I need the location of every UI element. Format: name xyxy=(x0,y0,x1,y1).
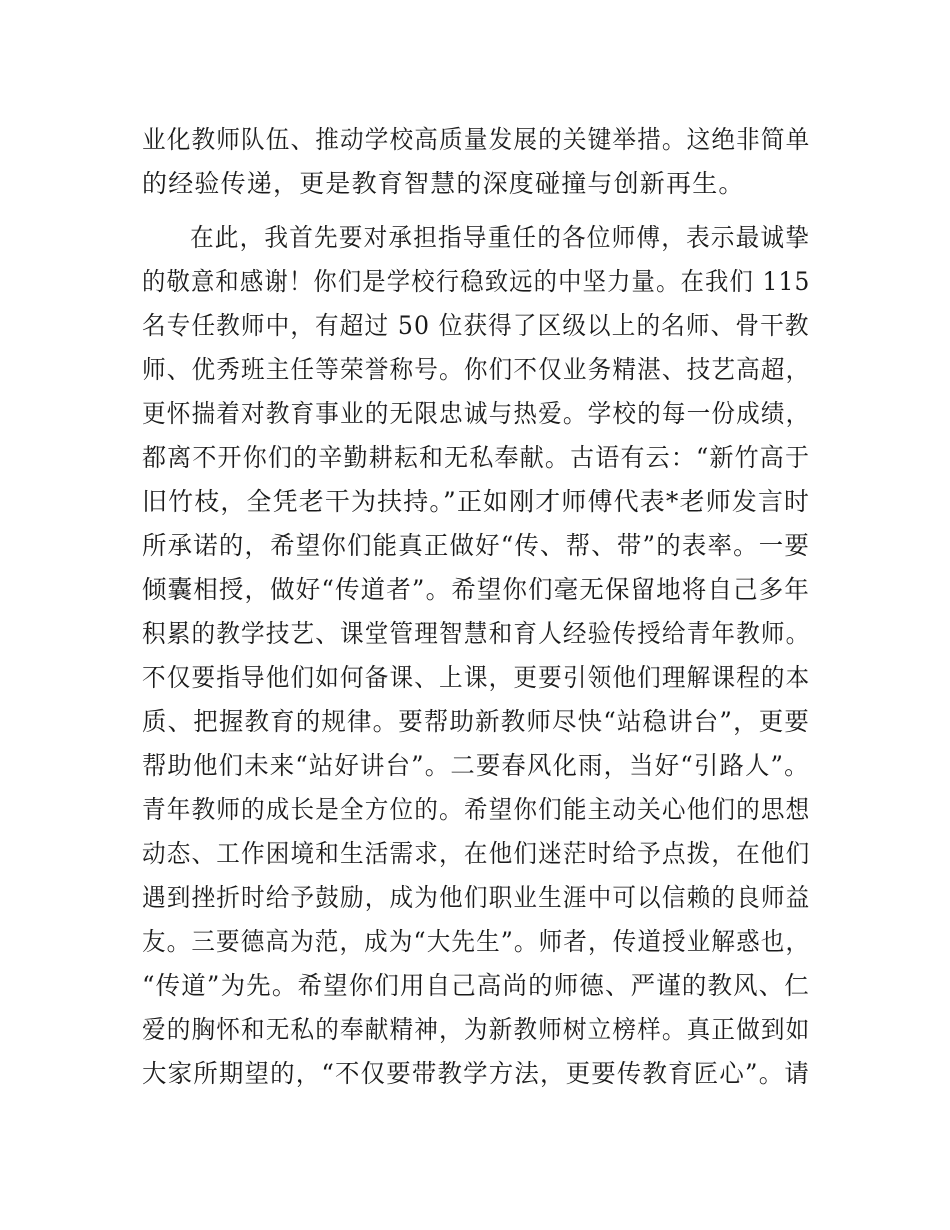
text-line: 的经验传递，更是教育智慧的深度碰撞与创新再生。 xyxy=(142,169,745,198)
text-line: 青年教师的成长是全方位的。希望你们能主动关心他们的思想 xyxy=(142,795,811,824)
text-line: 倾囊相授，做好“传道者”。希望你们毫无保留地将自己多年 xyxy=(142,575,810,604)
paragraph-first-line: 在此，我首先要对承担指导重任的各位师傅，表示最诚挚 xyxy=(190,223,811,252)
text-line: 师、优秀班主任等荣誉称号。你们不仅业务精湛、技艺高超， xyxy=(142,355,811,384)
text-line: 友。三要德高为范，成为“大先生”。师者，传道授业解惑也， xyxy=(142,927,811,956)
text-line: 遇到挫折时给予鼓励，成为他们职业生涯中可以信赖的良师益 xyxy=(142,883,811,912)
text-line: 爱的胸怀和无私的奉献精神，为新教师树立榜样。真正做到如 xyxy=(142,1015,811,1044)
text-line: 名专任教师中，有超过 50 位获得了区级以上的名师、骨干教 xyxy=(142,311,810,340)
text-line: 业化教师队伍、推动学校高质量发展的关键举措。这绝非简单 xyxy=(142,125,811,154)
text-line: 都离不开你们的辛勤耕耘和无私奉献。古语有云：“新竹高于 xyxy=(142,443,811,472)
text-line: “传道”为先。希望你们用自己高尚的师德、严谨的教风、仁 xyxy=(142,971,810,1000)
text-line: 不仅要指导他们如何备课、上课，更要引领他们理解课程的本 xyxy=(142,663,811,692)
text-line: 大家所期望的，“不仅要带教学方法，更要传教育匠心”。请 xyxy=(142,1059,810,1088)
text-line: 帮助他们未来“站好讲台”。二要春风化雨，当好“引路人”。 xyxy=(142,751,810,780)
text-line: 更怀揣着对教育事业的无限忠诚与热爱。学校的每一份成绩， xyxy=(142,399,811,428)
text-line: 动态、工作困境和生活需求，在他们迷茫时给予点拨，在他们 xyxy=(142,839,811,868)
text-line: 所承诺的，希望你们能真正做好“传、帮、带”的表率。一要 xyxy=(142,531,810,560)
text-line: 的敬意和感谢！你们是学校行稳致远的中坚力量。在我们 115 xyxy=(142,267,811,296)
text-line: 旧竹枝，全凭老干为扶持。”正如刚才师傅代表*老师发言时 xyxy=(142,487,811,516)
text-line: 积累的教学技艺、课堂管理智慧和育人经验传授给青年教师。 xyxy=(142,619,811,648)
text-line: 质、把握教育的规律。要帮助新教师尽快“站稳讲台”，更要 xyxy=(142,707,810,736)
